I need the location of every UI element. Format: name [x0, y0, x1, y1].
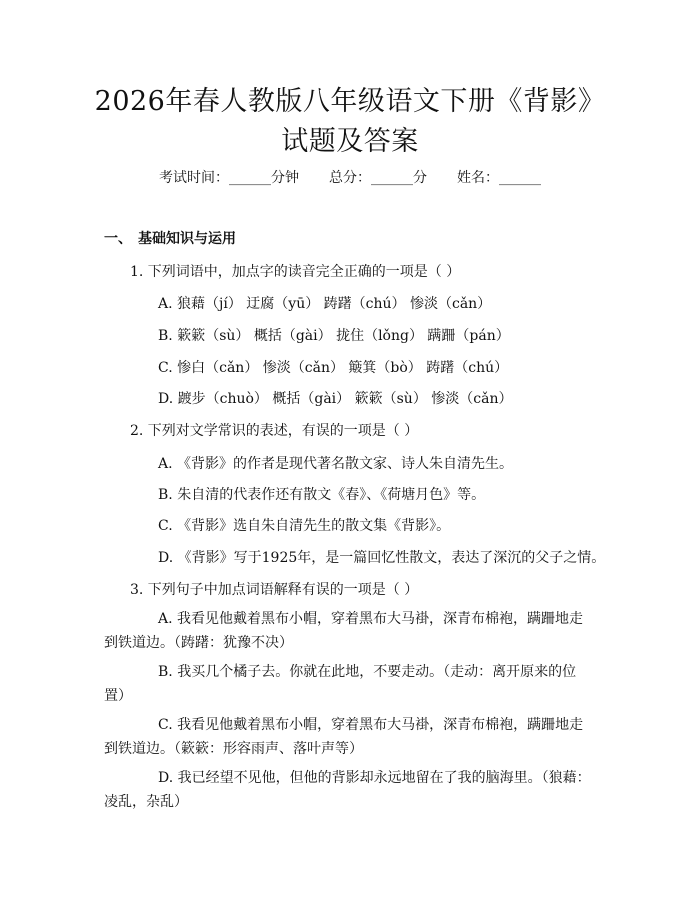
question-3-stem: 3. 下列句子中加点词语解释有误的一项是（ ）	[130, 582, 419, 598]
student-name-label: 姓名：______	[457, 170, 541, 186]
question-3-option-c: C. 我看见他戴着黑布小帽，穿着黑布大马褂，深青布棉袍，蹒跚地走到铁道边。（簌簌：形容雨声、落叶声等）	[104, 717, 584, 757]
question-2-option-d: D. 《背影》写于1925年，是一篇回忆性散文，表达了深沉的父子之情。	[158, 550, 606, 566]
question-1-option-c: C. 惨白（cǎn） 惨淡（cǎn） 簸箕（bò） 踌躇（chú）	[158, 360, 509, 376]
question-3-option-a: A. 我看见他戴着黑布小帽，穿着黑布大马褂，深青布棉袍，蹒跚地走到铁道边。（踌躇：犹豫不决）	[104, 611, 584, 651]
exam-time-label: 考试时间：______分钟	[159, 170, 299, 186]
section-heading	[104, 229, 236, 249]
question-1-option-b: B. 簌簌（sù） 概括（gài） 拢住（lǒng） 蹒跚（pán）	[158, 328, 510, 344]
question-1-option-d: D. 踱步（chuò） 概括（gài） 簌簌（sù） 惨淡（cǎn）	[158, 391, 513, 407]
question-3-option-d: D. 我已经望不见他，但他的背影却永远地留在了我的脑海里。（狼藉：凌乱，杂乱）	[104, 770, 591, 810]
question-1-stem: 1. 下列词语中，加点字的读音完全正确的一项是（ ）	[130, 264, 461, 280]
question-2-option-b: B. 朱自清的代表作还有散文《春》、《荷塘月色》等。	[158, 487, 486, 503]
question-1-option-a: A. 狼藉（jí） 迂腐（yū） 踌躇（chú） 惨淡（cǎn）	[158, 296, 492, 312]
question-2-stem: 2. 下列对文学常识的表述，有误的一项是（ ）	[130, 423, 419, 439]
total-score-label: 总分：______分	[329, 170, 427, 186]
section-number: 一、	[104, 231, 132, 247]
question-3-option-b: B. 我买几个橘子去。你就在此地，不要走动。（走动：离开原来的位置）	[104, 664, 577, 704]
question-2-option-c: C. 《背影》选自朱自清先生的散文集《背影》。	[158, 518, 451, 534]
section-title: 基础知识与运用	[138, 231, 236, 247]
question-2-option-a: A. 《背影》的作者是现代著名散文家、诗人朱自清先生。	[158, 456, 514, 472]
document-title: 2026年春人教版八年级语文下册《背影》试题及答案	[94, 86, 606, 157]
exam-meta-line	[0, 168, 700, 188]
